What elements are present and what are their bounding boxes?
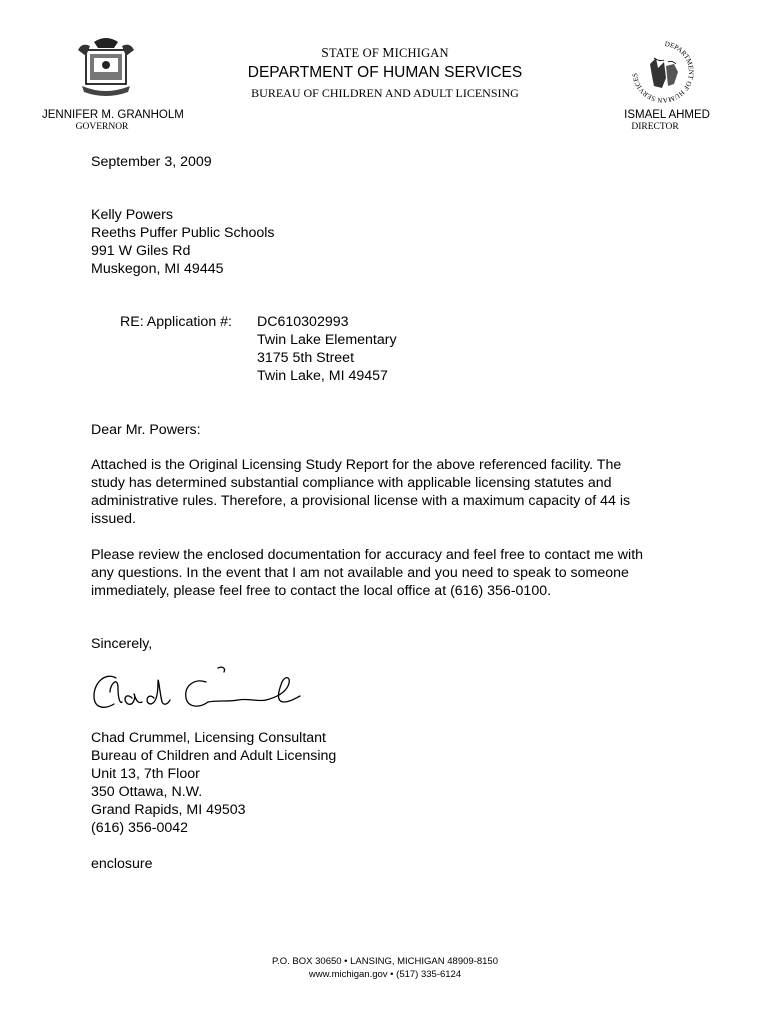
paragraph-line: issued. [91, 511, 136, 527]
department-seal-icon [628, 34, 698, 104]
state-m: M [382, 45, 395, 60]
salutation: Dear Mr. Powers: [91, 422, 201, 438]
state-rest: TATE OF [328, 46, 383, 60]
paragraph-line: any questions. In the event that I am not available and you need to speak to someone [91, 565, 629, 581]
footer-address: P.O. BOX 30650 • LANSING, MICHIGAN 48909-8150 [272, 956, 498, 967]
recipient-line: 991 W Giles Rd [91, 243, 191, 259]
paragraph-line: Attached is the Original Licensing Study Report for the above referenced facility. The [91, 457, 622, 473]
footer-contact: www.michigan.gov • (517) 335-6124 [308, 969, 462, 980]
bureau-heading: BUREAU OF CHILDREN AND ADULT LICENSING [251, 86, 519, 100]
governor-title: GOVERNOR [75, 122, 129, 132]
body-paragraph-1 [91, 456, 680, 528]
sender-line: 350 Ottawa, N.W. [91, 784, 203, 800]
paragraph-line: administrative rules. Therefore, a provisional license with a maximum capacity of 44 is [91, 493, 631, 509]
sender-line: Grand Rapids, MI 49503 [91, 802, 246, 818]
paragraph-line: study has determined substantial compliance with applicable licensing statutes and [91, 475, 612, 491]
sender-line: Unit 13, 7th Floor [91, 766, 200, 782]
closing: Sincerely, [91, 636, 153, 652]
sender-line: Chad Crummel, Licensing Consultant [91, 730, 326, 746]
enclosure-note: enclosure [91, 856, 153, 872]
recipient-line: Muskegon, MI 49445 [91, 261, 224, 277]
department-heading: DEPARTMENT OF HUMAN SERVICES [247, 64, 523, 81]
re-details [257, 313, 397, 385]
state-m-rest: ICHIGAN [394, 46, 449, 60]
director-title: DIRECTOR [631, 122, 679, 132]
re-line: 3175 5th Street [257, 350, 355, 366]
sender-line: (616) 356-0042 [91, 820, 189, 836]
recipient-line: Kelly Powers [91, 207, 174, 223]
sender-signature-block [91, 729, 336, 837]
re-line: Twin Lake, MI 49457 [257, 368, 388, 384]
paragraph-line: Please review the enclosed documentation for accuracy and feel free to contact me with [91, 547, 644, 563]
re-line: DC610302993 [257, 314, 349, 330]
paragraph-line: immediately, please feel free to contact the local office at (616) 356-0100. [91, 583, 552, 599]
seal-ring-text: DEPARTMENT OF HUMAN SERVICES [630, 39, 696, 104]
state-s: S [321, 45, 329, 60]
re-line: Twin Lake Elementary [257, 332, 397, 348]
governor-name: JENNIFER M. GRANHOLM [42, 109, 184, 121]
body-paragraph-2 [91, 546, 680, 600]
sender-line: Bureau of Children and Adult Licensing [91, 748, 337, 764]
handwritten-signature [88, 664, 318, 720]
recipient-address [91, 206, 275, 278]
director-name: ISMAEL AHMED [624, 109, 710, 121]
letter-date: September 3, 2009 [91, 154, 212, 170]
recipient-line: Reeths Puffer Public Schools [91, 225, 275, 241]
re-label: RE: Application #: [120, 314, 232, 330]
